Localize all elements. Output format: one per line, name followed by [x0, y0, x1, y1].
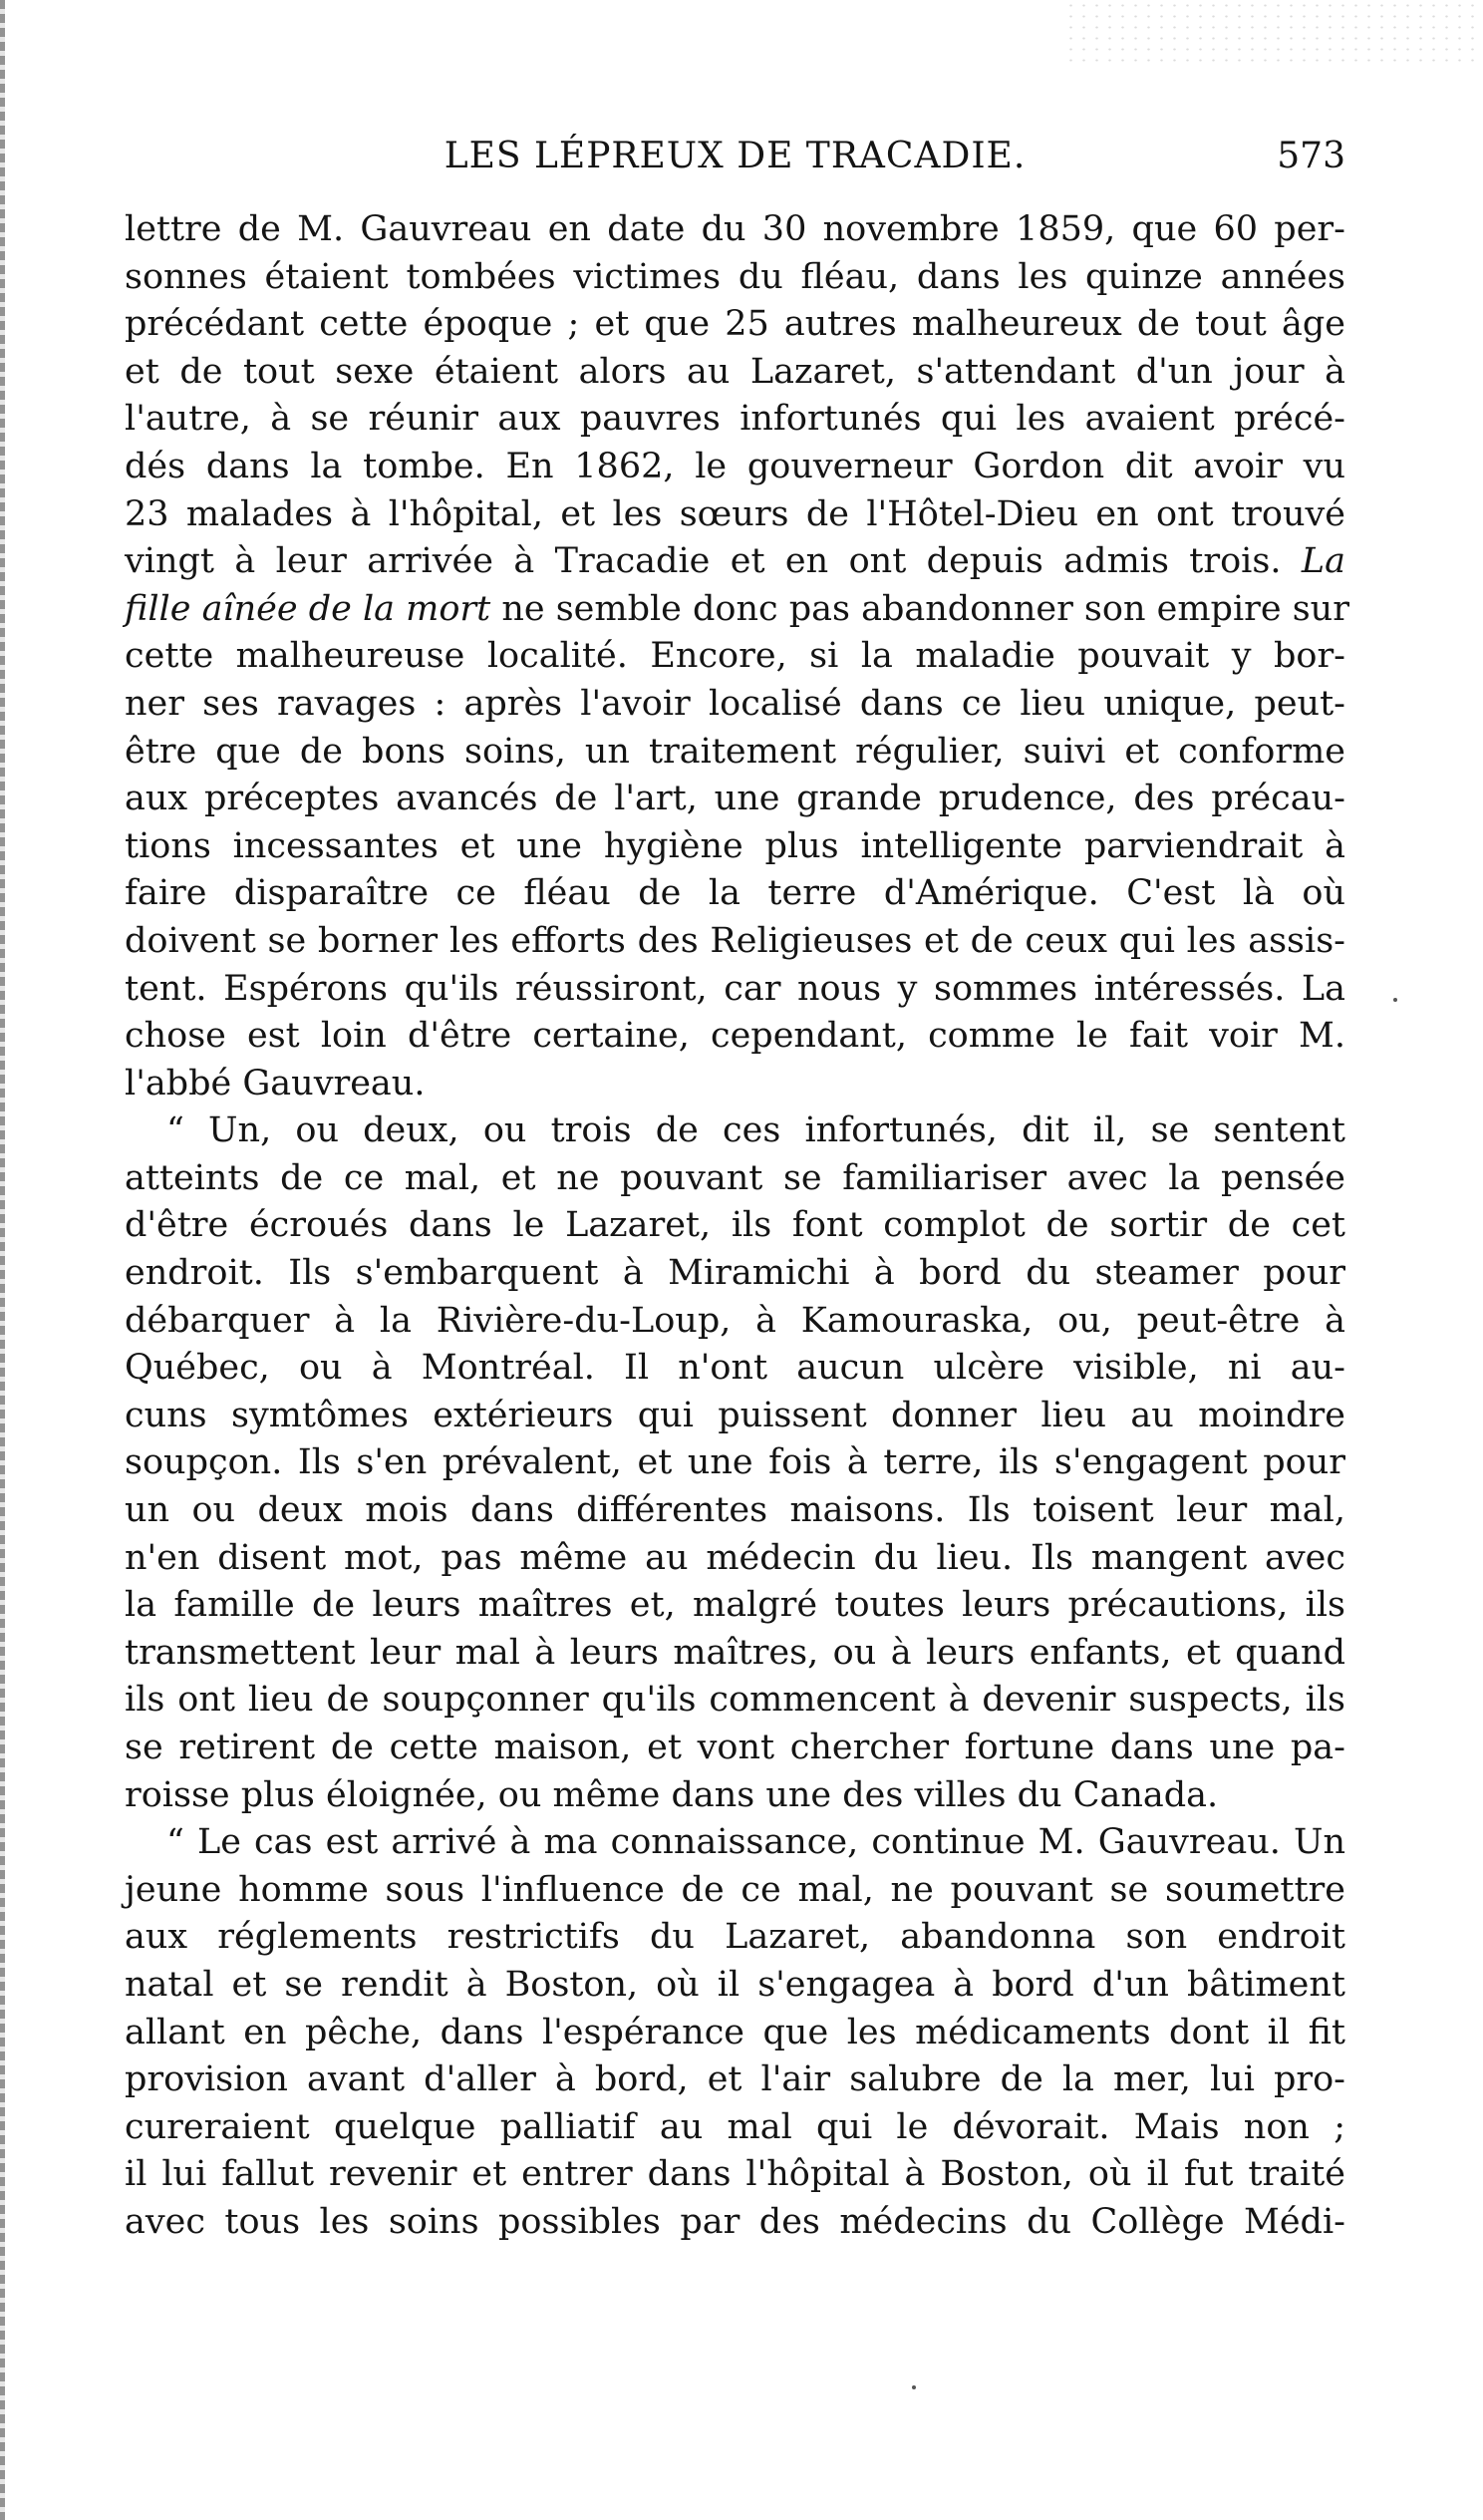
text-line: natal et se rendit à Boston, où il s'engagea à bord d'un bâtiment [125, 1964, 1345, 2005]
text-line: l'autre, à se réunir aux pauvres infortunés qui les avaient précé- [125, 399, 1345, 440]
italic-phrase: fille aînée de la mort [125, 588, 491, 629]
text-line: être que de bons soins, un traitement régulier, suivi et conforme [125, 731, 1345, 772]
page-binding-edge [0, 0, 5, 2520]
text-line: cuns symtômes extérieurs qui puissent donner lieu au moindre [125, 1395, 1345, 1435]
text-line: dés dans la tombe. En 1862, le gouverneur Gordon dit avoir vu [125, 446, 1345, 486]
text-line: doivent se borner les efforts des Religieuses et de ceux qui les assis- [125, 920, 1345, 961]
text-line: transmettent leur mal à leurs maîtres, ou à leurs enfants, et quand [125, 1632, 1345, 1673]
text-line: aux préceptes avancés de l'art, une grande prudence, des précau- [125, 779, 1345, 819]
text-line: soupçon. Ils s'en prévalent, et une fois à terre, ils s'engagent pour [125, 1442, 1345, 1483]
text-line: se retirent de cette maison, et vont chercher fortune dans une pa- [125, 1728, 1345, 1767]
text-line: il lui fallut revenir et entrer dans l'hôpital à Boston, où il fut traité [125, 2154, 1345, 2195]
text-line: tent. Espérons qu'ils réussiront, car nous y sommes intéressés. La [125, 968, 1345, 1009]
text-line: précédant cette époque ; et que 25 autres malheureux de tout âge [125, 304, 1345, 345]
paragraph-end-line: roisse plus éloignée, ou même dans une des villes du Canada. [125, 1774, 1219, 1815]
scan-noise [1064, 0, 1483, 70]
text-line: débarquer à la Rivière-du-Loup, à Kamouraska, ou, peut-être à [125, 1300, 1345, 1341]
text-line: endroit. Ils s'embarquent à Miramichi à bord du steamer pour [125, 1253, 1345, 1294]
text-line: atteints de ce mal, et ne pouvant se familiariser avec la pensée [125, 1157, 1345, 1198]
text-line: avec tous les soins possibles par des médecins du Collège Médi- [125, 2201, 1345, 2242]
text-line [125, 538, 1345, 586]
text-line: sonnes étaient tombées victimes du fléau, dans les quinze années [125, 256, 1345, 297]
scan-speck [1393, 998, 1397, 1002]
text-line: n'en disent mot, pas même au médecin du lieu. Ils mangent avec [125, 1537, 1345, 1578]
text-line: aux réglements restrictifs du Lazaret, abandonna son endroit [125, 1917, 1345, 1958]
page-number: 573 [1277, 136, 1345, 176]
paragraph-end-line: l'abbé Gauvreau. [125, 1063, 426, 1103]
text-line: la famille de leurs maîtres et, malgré toutes leurs précautions, ils [125, 1585, 1345, 1626]
text-line: chose est loin d'être certaine, cependant, comme le fait voir M. [125, 1016, 1345, 1057]
running-header [125, 132, 1345, 181]
text-line: ils ont lieu de soupçonner qu'ils commencent à devenir suspects, ils [125, 1680, 1345, 1721]
text-line: et de tout sexe étaient alors au Lazaret, s'attendant d'un jour à [125, 351, 1345, 392]
body-text [125, 206, 1349, 2280]
text-line: provision avant d'aller à bord, et l'air salubre de la mer, lui pro- [125, 2059, 1345, 2100]
text-line: “ Le cas est arrivé à ma connaissance, continue M. Gauvreau. Un [166, 1822, 1345, 1863]
text-line: cureraient quelque palliatif au mal qui le dévorait. Mais non ; [125, 2106, 1345, 2147]
text-line: tions incessantes et une hygiène plus intelligente parviendrait à [125, 825, 1345, 866]
text-line: allant en pêche, dans l'espérance que les médicaments dont il fit [125, 2012, 1345, 2052]
italic-phrase: La [1301, 541, 1345, 582]
line-text: ne semble donc pas abandonner son empire sur [490, 588, 1349, 629]
scan-speck [912, 2385, 916, 2389]
text-line: “ Un, ou deux, ou trois de ces infortunés, dit il, se sentent [166, 1110, 1345, 1151]
text-line: un ou deux mois dans différentes maisons. Ils toisent leur mal, [125, 1490, 1345, 1531]
text-line [125, 586, 1349, 634]
text-line: faire disparaître ce fléau de la terre d'Amérique. C'est là où [125, 873, 1345, 914]
text-line: 23 malades à l'hôpital, et les sœurs de l'Hôtel-Dieu en ont trouvé [125, 493, 1345, 534]
text-line: cette malheureuse localité. Encore, si la maladie pouvait y bor- [125, 636, 1345, 677]
text-line: jeune homme sous l'influence de ce mal, ne pouvant se soumettre [125, 1869, 1345, 1910]
text-line: lettre de M. Gauvreau en date du 30 novembre 1859, que 60 per- [125, 209, 1345, 249]
text-line: ner ses ravages : après l'avoir localisé dans ce lieu unique, peut- [125, 683, 1345, 724]
text-line: Québec, ou à Montréal. Il n'ont aucun ulcère visible, ni au- [125, 1348, 1345, 1389]
text-line: d'être écroués dans le Lazaret, ils font complot de sortir de cet [125, 1205, 1345, 1246]
line-text: vingt à leur arrivée à Tracadie et en ont depuis admis trois. [125, 541, 1282, 582]
running-title: LES LÉPREUX DE TRACADIE. [444, 136, 1027, 176]
